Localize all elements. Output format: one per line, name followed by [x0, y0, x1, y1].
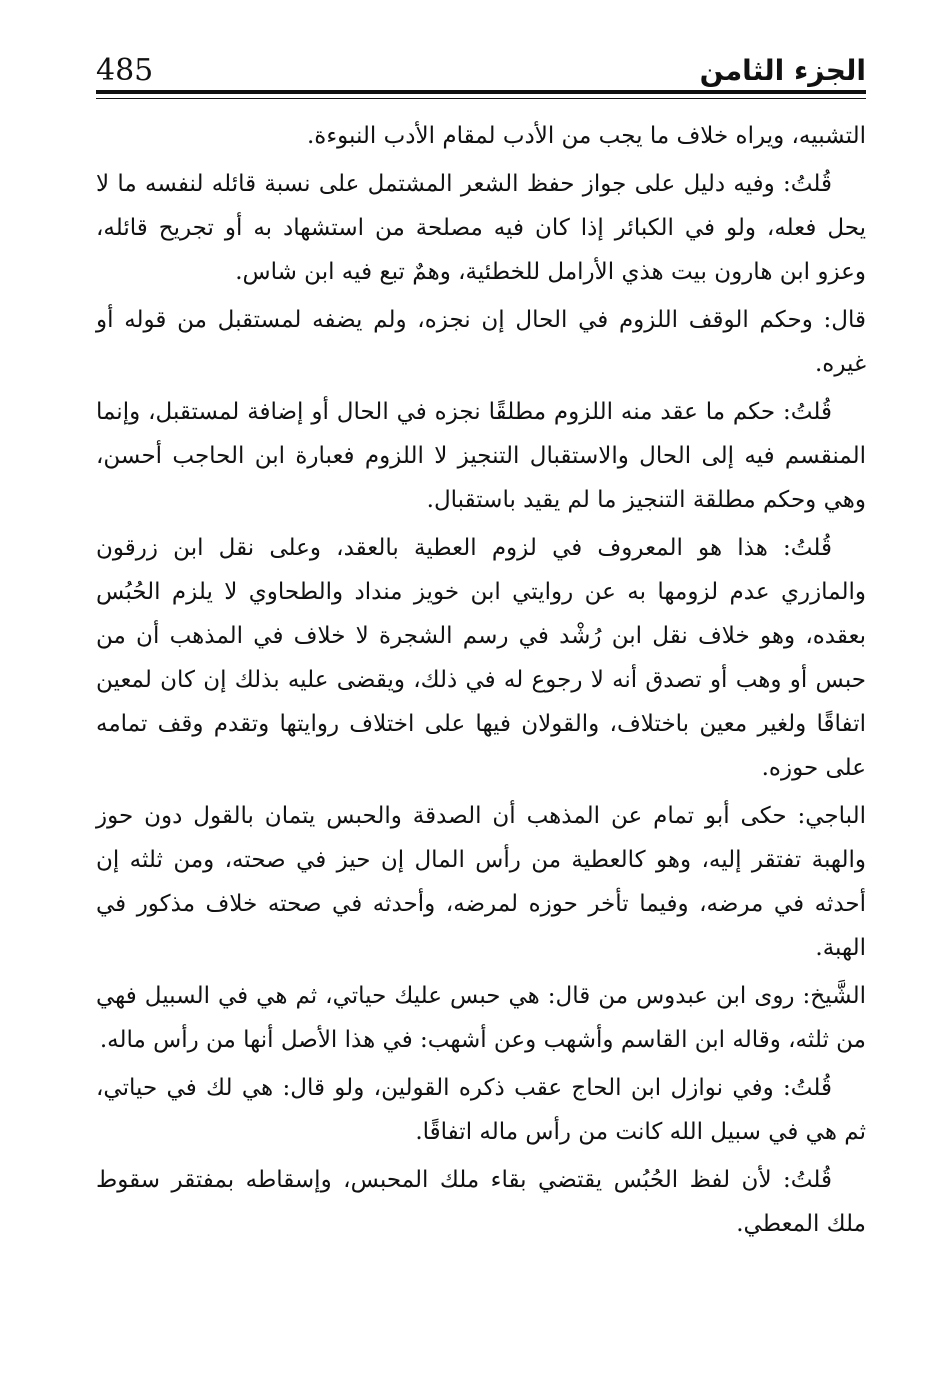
part-title: الجزء الثامن	[699, 54, 866, 87]
page-header	[96, 38, 866, 88]
paragraph: قُلتُ: لأن لفظ الحُبُس يقتضي بقاء ملك المحبس، وإسقاطه بمفتقر سقوط ملك المعطي.	[96, 1167, 866, 1237]
header-rule-thin	[96, 98, 866, 99]
paragraph: قُلتُ: حكم ما عقد منه اللزوم مطلقًا نجزه في الحال أو إضافة لمستقبل، وإنما المنقسم فيه إلى الحال والاستقبال التنجيز لا اللزوم فعبارة ابن الحاجب أحسن، وهي وحكم مطلقة التنجيز ما لم يقيد باستقبال.	[96, 399, 866, 513]
paragraph: الشَّيخ: روى ابن عبدوس من قال: هي حبس عليك حياتي، ثم هي في السبيل فهي من ثلثه، وقاله ابن القاسم وأشهب وعن أشهب: في هذا الأصل أنها من رأس ماله.	[96, 983, 866, 1053]
paragraph: قال: وحكم الوقف اللزوم في الحال إن نجزه، ولم يضفه لمستقبل من قوله أو غيره.	[96, 307, 866, 377]
paragraph: قُلتُ: وفيه دليل على جواز حفظ الشعر المشتمل على نسبة قائله لنفسه ما لا يحل فعله، ولو في الكبائر إذا كان فيه مصلحة من استشهاد به أو تجريح قائله، وعزو ابن هارون بيت هذي الأرامل للخطئية، وهمٌ تبع فيه ابن شاس.	[96, 171, 866, 285]
paragraph: الباجي: حكى أبو تمام عن المذهب أن الصدقة والحبس يتمان بالقول دون حوز والهبة تفتقر إليه، وهو كالعطية من رأس المال إن حيز في صحته، ومن ثلثه إن أحدثه في مرضه، وفيما تأخر حوزه لمرضه، وأحدثه في صحته خلاف مذكور في الهبة.	[96, 803, 866, 961]
paragraph: التشبيه، ويراه خلاف ما يجب من الأدب لمقام الأدب النبوءة.	[306, 123, 866, 149]
paragraph: قُلتُ: وفي نوازل ابن الحاج عقب ذكره القولين، ولو قال: هي لك في حياتي، ثم هي في سبيل الله كانت من رأس ماله اتفاقًا.	[96, 1075, 866, 1145]
page-body	[96, 114, 866, 1250]
header-rule-thick	[96, 90, 866, 94]
page-number: 485	[96, 53, 154, 88]
paragraph: قُلتُ: هذا هو المعروف في لزوم العطية بالعقد، وعلى نقل ابن زرقون والمازري عدم لزومها به عن روايتي ابن خويز منداد والطحاوي لا يلزم الحُبُس بعقده، وهو خلاف نقل ابن رُشْد في رسم الشجرة لا خلاف في المذهب أن من حبس أو وهب أو تصدق أنه لا رجوع له في ذلك، ويقضى عليه بذلك إن كان لمعين اتفاقًا ولغير معين باختلاف، والقولان فيها على اختلاف روايتها وتقدم وقف تمامه على حوزه.	[96, 535, 866, 781]
